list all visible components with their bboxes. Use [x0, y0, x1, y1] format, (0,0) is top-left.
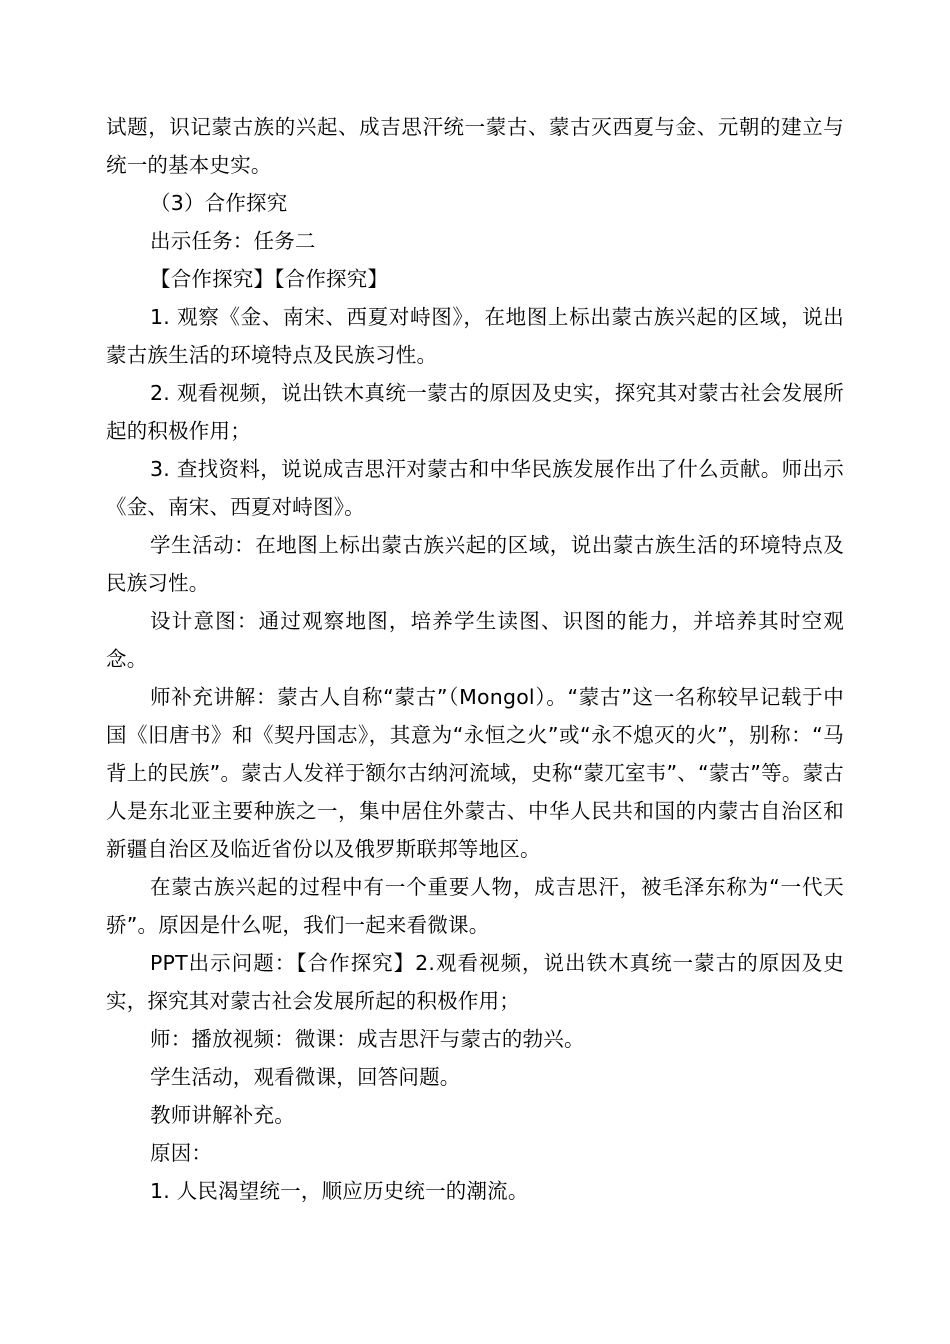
reason-item-1: 1. 人民渴望统一，顺应历史统一的潮流。: [150, 1179, 529, 1203]
paragraph-play-video: 师：播放视频：微课：成吉思汗与蒙古的勃兴。: [150, 1027, 585, 1051]
paragraph-ppt-question: PPT出示问题：【合作探究】2.观看视频，说出铁木真统一蒙古的原因及史实，探究其对蒙古社会发展所起的积极作用；: [106, 951, 844, 1013]
paragraph-student-activity: 学生活动：在地图上标出蒙古族兴起的区域，说出蒙古族生活的环境特点及民族习性。: [106, 533, 844, 595]
paragraph-genghis-khan: 在蒙古族兴起的过程中有一个重要人物，成吉思汗，被毛泽东称为“一代天骄”。原因是什么呢，我们一起来看微课。: [106, 875, 844, 937]
paragraph-design-intent: 设计意图：通过观察地图，培养学生读图、识图的能力，并培养其时空观念。: [106, 609, 844, 671]
list-item-1: 1. 观察《金、南宋、西夏对峙图》，在地图上标出蒙古族兴起的区域，说出蒙古族生活的环境特点及民族习性。: [106, 305, 844, 367]
paragraph-student-watch: 学生活动，观看微课，回答问题。: [150, 1065, 461, 1089]
paragraph-task: 出示任务：任务二: [150, 229, 316, 253]
paragraph-teacher-supplement: 教师讲解补充。: [150, 1103, 295, 1127]
paragraph-intro-continuation: 试题，识记蒙古族的兴起、成吉思汗统一蒙古、蒙古灭西夏与金、元朝的建立与统一的基本史实。: [106, 115, 844, 177]
list-item-3: 3. 查找资料，说说成吉思汗对蒙古和中华民族发展作出了什么贡献。师出示《金、南宋、西夏对峙图》。: [106, 457, 844, 519]
paragraph-reasons-label: 原因：: [150, 1141, 213, 1165]
document-body: [106, 108, 844, 1210]
list-item-2: 2. 观看视频，说出铁木真统一蒙古的原因及史实，探究其对蒙古社会发展所起的积极作用；: [106, 381, 844, 443]
section-heading-cooperative-inquiry: （3）合作探究: [150, 191, 288, 215]
paragraph-inquiry-label: 【合作探究】【合作探究】: [150, 267, 389, 291]
paragraph-teacher-explanation: 师补充讲解：蒙古人自称“蒙古”（Mongol）。“蒙古”这一名称较早记载于中国《旧唐书》和《契丹国志》，其意为“永恒之火”或“永不熄灭的火”，别称：“马背上的民族”。蒙古人发祥于额尔古纳河流域，史称“蒙兀室韦”、“蒙古”等。蒙古人是东北亚主要种族之一，集中居住外蒙古、中华人民共和国的内蒙古自治区和新疆自治区及临近省份以及俄罗斯联邦等地区。: [106, 685, 844, 861]
